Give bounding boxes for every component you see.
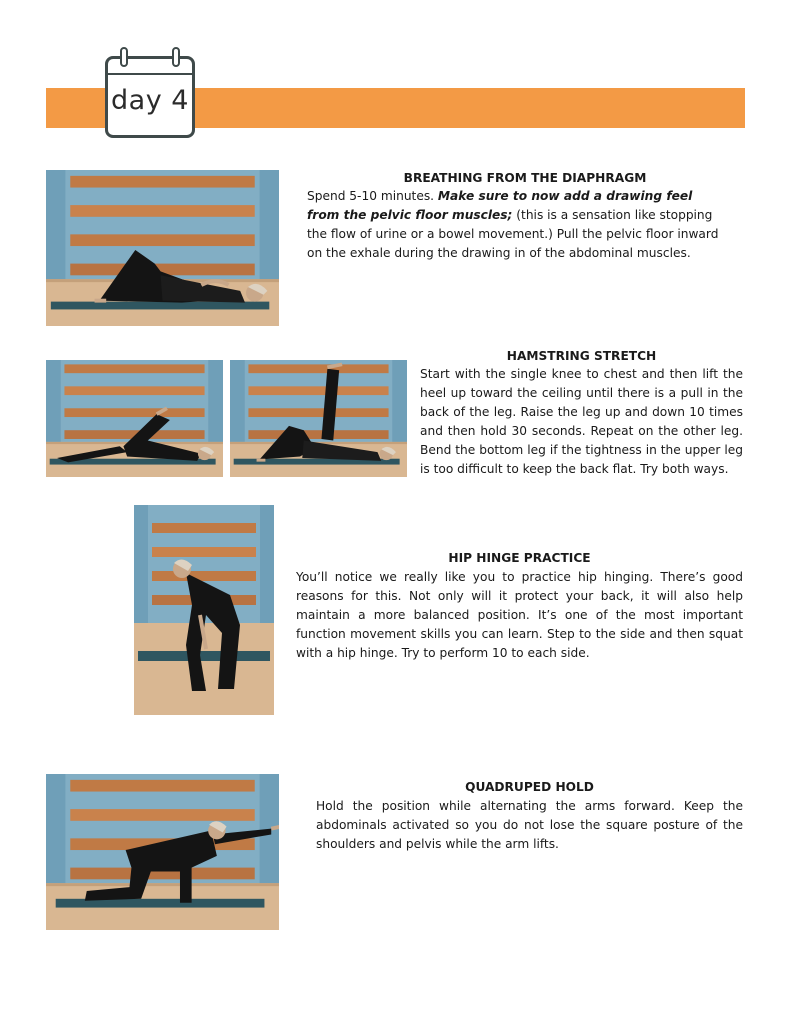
hip-hinge-photo	[134, 505, 274, 715]
breathing-text-part-2: (this is a sensation like stopping the flow of urine or a bowel movement.) Pull the pelvic floor inward on the exhale during the drawing in of the abdominal muscles.	[307, 208, 719, 260]
section-text-hip-hinge: You’ll notice we really like you to practice hip hinging. There’s good reasons for this. Not only will it protect your back, it will also help maintain a more balanced position. It’s one of the most important function movement skills you can learn. Step to the side and then squat with a hip hinge. Try to perform 10 to each side.	[296, 570, 743, 660]
breathing-photo	[46, 170, 279, 326]
breathing-text-emphasis: Make sure to now add a drawing feel from the pelvic floor muscles;	[307, 189, 693, 222]
calendar-icon	[105, 56, 195, 138]
breathing-text-part-1: Spend 5-10 minutes.	[307, 189, 438, 203]
section-text-quadruped: Hold the position while alternating the arms forward. Keep the abdominals activated so you do not lose the square posture of the shoulders and pelvis while the arm lifts.	[316, 799, 743, 851]
section-title-hamstring: HAMSTRING STRETCH	[506, 349, 657, 363]
hamstring-photo-leg-raised	[230, 360, 407, 477]
section-title-hip-hinge: HIP HINGE PRACTICE	[448, 551, 591, 565]
quadruped-photo	[46, 774, 279, 930]
calendar-ring-right	[172, 47, 180, 67]
hamstring-photo-knee	[46, 360, 223, 477]
section-text-breathing	[307, 187, 725, 263]
section-text-hamstring: Start with the single knee to chest and then lift the heel up toward the ceiling until there is a pull in the back of the leg. Raise the leg up and down 10 times and then hold 30 seconds. Repeat on the other leg. Bend the bottom leg if the tightness in the upper leg is too difficult to keep the back flat. Try both ways.	[420, 367, 743, 476]
section-title-quadruped: QUADRUPED HOLD	[465, 780, 594, 794]
section-title-breathing: BREATHING FROM THE DIAPHRAGM	[403, 171, 647, 185]
calendar-divider	[108, 73, 192, 75]
calendar-ring-left	[120, 47, 128, 67]
day-label: day 4	[111, 85, 189, 116]
